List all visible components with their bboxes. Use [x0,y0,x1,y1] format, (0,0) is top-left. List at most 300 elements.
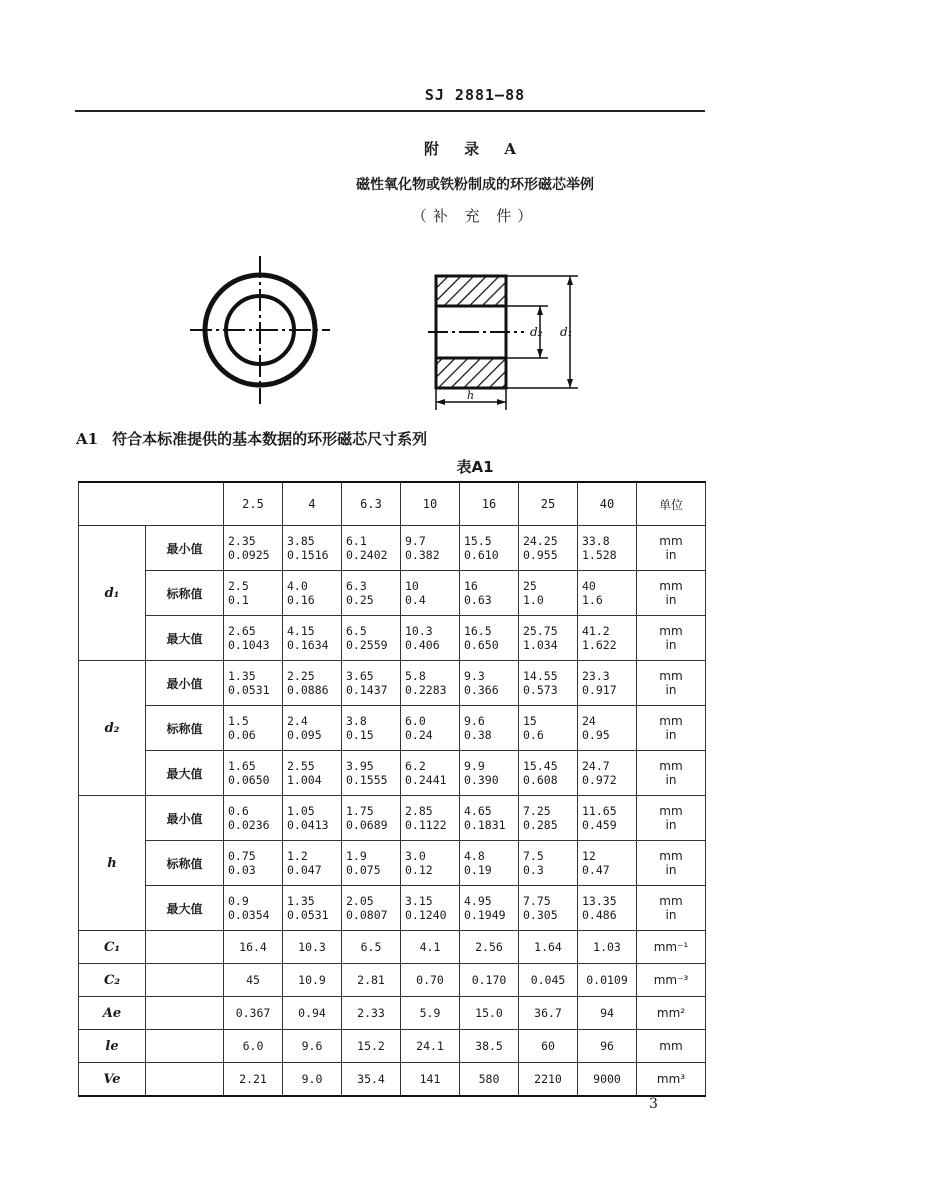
unit-cell [637,796,706,841]
value-cell [401,661,460,706]
unit-in: in [665,593,677,607]
value-mm: 1.65 [228,759,256,773]
value-mm: 2.35 [228,534,256,548]
value-mm: 1.5 [228,714,249,728]
value-cell: 36.7 [519,997,578,1030]
value-mm: 1.05 [287,804,315,818]
value-cell: 60 [519,1030,578,1063]
section-title: 符合本标准提供的基本数据的环形磁芯尺寸系列 [112,430,428,448]
unit-cell [637,616,706,661]
value-mm: 5.8 [405,669,426,683]
value-cell [519,616,578,661]
value-in: 0.972 [582,773,617,787]
value-cell: 15.2 [342,1030,401,1063]
unit-in: in [665,908,677,922]
value-cell [519,841,578,886]
value-in: 0.406 [405,638,440,652]
value-in: 0.2402 [346,548,388,562]
value-in: 0.0650 [228,773,270,787]
unit-in: in [665,638,677,652]
value-cell [283,841,342,886]
table-row [79,1063,706,1097]
value-mm: 2.65 [228,624,256,638]
value-in: 0.0925 [228,548,270,562]
unit-cell [637,841,706,886]
value-in: 0.19 [464,863,492,877]
value-cell [519,796,578,841]
value-mm: 2.4 [287,714,308,728]
unit-header: 单位 [637,482,706,526]
value-in: 0.1831 [464,818,506,832]
value-cell: 1.64 [519,931,578,964]
table-row [79,1030,706,1063]
value-cell: 2210 [519,1063,578,1097]
table-title: 表A1 [456,458,494,476]
column-header: 10 [401,482,460,526]
value-cell [401,571,460,616]
value-in: 0.16 [287,593,315,607]
value-in: 0.15 [346,728,374,742]
table-row [79,571,706,616]
value-in: 1.004 [287,773,322,787]
value-cell: 1.03 [578,931,637,964]
value-cell [578,661,637,706]
value-in: 1.622 [582,638,617,652]
value-mm: 25.75 [523,624,558,638]
unit-in: in [665,863,677,877]
value-cell [460,616,519,661]
value-cell [401,526,460,571]
column-header: 40 [578,482,637,526]
value-mm: 4.0 [287,579,308,593]
value-in: 0.1555 [346,773,388,787]
sub-label: 标称值 [146,706,224,751]
value-cell: 24.1 [401,1030,460,1063]
value-cell [342,571,401,616]
value-mm: 4.15 [287,624,315,638]
unit-mm: mm [659,759,683,773]
param-label: Ae [79,997,146,1030]
value-in: 0.0354 [228,908,270,922]
table-row [79,931,706,964]
unit-cell: mm² [637,997,706,1030]
table-row [79,661,706,706]
label-h: h [467,389,475,402]
value-cell [401,841,460,886]
value-cell: 15.0 [460,997,519,1030]
value-in: 0.650 [464,638,499,652]
value-in: 0.917 [582,683,617,697]
value-cell [401,616,460,661]
param-label: h [79,796,146,931]
value-in: 0.573 [523,683,558,697]
table-row [79,964,706,997]
value-in: 0.0886 [287,683,329,697]
value-mm: 23.3 [582,669,610,683]
value-cell: 96 [578,1030,637,1063]
value-mm: 2.25 [287,669,315,683]
unit-cell [637,526,706,571]
unit-in: in [665,728,677,742]
value-cell [460,571,519,616]
value-cell [224,796,283,841]
value-cell: 0.367 [224,997,283,1030]
value-in: 0.24 [405,728,433,742]
table-row [79,796,706,841]
value-in: 0.382 [405,548,440,562]
value-cell: 10.3 [283,931,342,964]
value-cell [283,571,342,616]
value-in: 0.075 [346,863,381,877]
value-cell [460,841,519,886]
column-header: 25 [519,482,578,526]
value-cell [460,706,519,751]
value-cell [578,796,637,841]
value-cell [578,841,637,886]
value-cell: 0.0109 [578,964,637,997]
value-in: 0.0413 [287,818,329,832]
value-in: 0.610 [464,548,499,562]
sub-label: 标称值 [146,841,224,886]
param-label: d₂ [79,661,146,796]
param-label: d₁ [79,526,146,661]
value-cell: 9.0 [283,1063,342,1097]
value-cell [224,751,283,796]
value-mm: 9.7 [405,534,426,548]
value-cell: 0.045 [519,964,578,997]
value-cell: 2.81 [342,964,401,997]
param-label: C₁ [79,931,146,964]
section-number: A1 [76,430,99,448]
value-in: 0.0689 [346,818,388,832]
value-in: 0.608 [523,773,558,787]
table-header-row [79,482,706,526]
value-in: 0.6 [523,728,544,742]
value-mm: 11.65 [582,804,617,818]
ring-core-section-figure [428,270,588,415]
sub-label: 最小值 [146,661,224,706]
value-in: 1.034 [523,638,558,652]
value-mm: 1.2 [287,849,308,863]
sub-label: 最大值 [146,751,224,796]
value-cell [342,526,401,571]
value-in: 0.095 [287,728,322,742]
value-mm: 2.5 [228,579,249,593]
value-mm: 15 [523,714,537,728]
sub-label: 最大值 [146,616,224,661]
value-mm: 1.35 [228,669,256,683]
value-mm: 4.8 [464,849,485,863]
section-bottom-hatch [436,358,506,388]
value-mm: 40 [582,579,596,593]
value-mm: 15.5 [464,534,492,548]
value-cell: 0.170 [460,964,519,997]
value-cell [578,571,637,616]
value-cell [224,841,283,886]
value-mm: 6.0 [405,714,426,728]
value-cell [460,661,519,706]
value-cell [460,796,519,841]
unit-cell [637,706,706,751]
value-cell [519,751,578,796]
value-in: 0.4 [405,593,426,607]
column-header: 6.3 [342,482,401,526]
appendix-title: 磁性氧化物或铁粉制成的环形磁芯举例 [356,177,594,193]
value-mm: 10 [405,579,419,593]
value-cell: 38.5 [460,1030,519,1063]
value-cell [283,751,342,796]
table-row [79,751,706,796]
value-mm: 3.8 [346,714,367,728]
core-dimensions-table [78,481,706,1097]
value-mm: 3.0 [405,849,426,863]
value-mm: 13.35 [582,894,617,908]
section-heading [76,428,427,449]
value-cell [224,616,283,661]
value-cell [519,571,578,616]
value-in: 1.0 [523,593,544,607]
value-mm: 6.2 [405,759,426,773]
value-mm: 3.85 [287,534,315,548]
value-cell: 35.4 [342,1063,401,1097]
value-mm: 41.2 [582,624,610,638]
value-mm: 9.6 [464,714,485,728]
unit-mm: mm [659,624,683,638]
value-mm: 9.9 [464,759,485,773]
value-cell [578,886,637,931]
value-cell [519,886,578,931]
label-d1: d₁ [560,325,573,339]
page-number: 3 [649,1096,658,1112]
value-in: 0.2441 [405,773,447,787]
value-mm: 3.95 [346,759,374,773]
value-in: 1.6 [582,593,603,607]
value-mm: 0.9 [228,894,249,908]
value-in: 0.2283 [405,683,447,697]
value-in: 0.459 [582,818,617,832]
value-in: 0.390 [464,773,499,787]
value-in: 0.12 [405,863,433,877]
value-mm: 1.35 [287,894,315,908]
value-mm: 2.55 [287,759,315,773]
value-in: 0.0807 [346,908,388,922]
value-cell [342,796,401,841]
value-mm: 10.3 [405,624,433,638]
value-mm: 1.9 [346,849,367,863]
value-mm: 7.5 [523,849,544,863]
section-top-hatch [436,276,506,306]
table-row [79,526,706,571]
value-in: 0.486 [582,908,617,922]
value-cell [401,751,460,796]
value-cell: 4.1 [401,931,460,964]
table-row [79,616,706,661]
value-cell [224,706,283,751]
blank-cell [146,931,224,964]
blank-cell [146,997,224,1030]
value-cell [342,706,401,751]
unit-cell: mm [637,1030,706,1063]
value-cell [342,841,401,886]
value-mm: 1.75 [346,804,374,818]
value-mm: 33.8 [582,534,610,548]
value-in: 0.1516 [287,548,329,562]
standard-code: SJ 2881—88 [424,86,526,104]
value-mm: 7.75 [523,894,551,908]
value-mm: 16 [464,579,478,593]
value-mm: 9.3 [464,669,485,683]
value-in: 0.0531 [287,908,329,922]
unit-in: in [665,773,677,787]
unit-in: in [665,818,677,832]
value-mm: 4.95 [464,894,492,908]
value-cell [342,616,401,661]
value-cell [283,796,342,841]
value-mm: 6.3 [346,579,367,593]
unit-mm: mm [659,894,683,908]
value-in: 0.047 [287,863,322,877]
value-cell [283,526,342,571]
value-mm: 2.85 [405,804,433,818]
sub-label: 最大值 [146,886,224,931]
value-cell [342,751,401,796]
value-cell [224,661,283,706]
blank-cell [146,1030,224,1063]
value-cell [283,706,342,751]
value-cell: 0.70 [401,964,460,997]
value-in: 0.305 [523,908,558,922]
value-cell [342,886,401,931]
value-cell [224,571,283,616]
value-cell [401,796,460,841]
value-in: 0.25 [346,593,374,607]
unit-cell: mm⁻³ [637,964,706,997]
value-cell [519,706,578,751]
value-cell: 94 [578,997,637,1030]
unit-in: in [665,683,677,697]
value-in: 1.528 [582,548,617,562]
value-cell: 2.21 [224,1063,283,1097]
value-in: 0.955 [523,548,558,562]
unit-in: in [665,548,677,562]
value-in: 0.3 [523,863,544,877]
value-in: 0.1122 [405,818,447,832]
table-row [79,886,706,931]
value-in: 0.47 [582,863,610,877]
sub-label: 标称值 [146,571,224,616]
value-cell: 16.4 [224,931,283,964]
label-d2: d₂ [530,325,543,339]
value-mm: 12 [582,849,596,863]
value-cell: 9.6 [283,1030,342,1063]
value-cell: 10.9 [283,964,342,997]
value-cell: 5.9 [401,997,460,1030]
value-cell [578,616,637,661]
value-in: 0.38 [464,728,492,742]
value-mm: 24 [582,714,596,728]
value-mm: 6.5 [346,624,367,638]
value-mm: 0.75 [228,849,256,863]
value-mm: 6.1 [346,534,367,548]
unit-mm: mm [659,714,683,728]
table-row [79,706,706,751]
value-cell: 2.56 [460,931,519,964]
value-in: 0.1634 [287,638,329,652]
value-mm: 3.15 [405,894,433,908]
value-in: 0.1240 [405,908,447,922]
value-in: 0.63 [464,593,492,607]
header-blank-cell [79,482,224,526]
value-cell: 2.33 [342,997,401,1030]
value-in: 0.1437 [346,683,388,697]
unit-mm: mm [659,804,683,818]
value-cell [401,706,460,751]
value-mm: 14.55 [523,669,558,683]
blank-cell [146,1063,224,1097]
unit-mm: mm [659,579,683,593]
value-cell [460,751,519,796]
column-header: 4 [283,482,342,526]
value-cell: 6.5 [342,931,401,964]
value-cell [283,616,342,661]
value-cell [578,706,637,751]
value-in: 0.03 [228,863,256,877]
unit-cell [637,751,706,796]
value-in: 0.366 [464,683,499,697]
value-cell: 141 [401,1063,460,1097]
param-label: le [79,1030,146,1063]
unit-cell [637,661,706,706]
appendix-note: （补 充 件） [411,207,539,225]
param-label: Ve [79,1063,146,1097]
sub-label: 最小值 [146,526,224,571]
column-header: 2.5 [224,482,283,526]
table-row [79,997,706,1030]
value-in: 0.95 [582,728,610,742]
value-cell [283,886,342,931]
unit-mm: mm [659,669,683,683]
param-label: C₂ [79,964,146,997]
unit-cell [637,571,706,616]
unit-cell [637,886,706,931]
header-rule [75,110,705,112]
column-header: 16 [460,482,519,526]
value-mm: 3.65 [346,669,374,683]
value-cell [224,526,283,571]
value-in: 0.1043 [228,638,270,652]
value-in: 0.0236 [228,818,270,832]
value-mm: 24.7 [582,759,610,773]
value-cell: 9000 [578,1063,637,1097]
value-cell [460,526,519,571]
value-cell [578,751,637,796]
value-mm: 0.6 [228,804,249,818]
value-in: 0.2559 [346,638,388,652]
value-in: 0.1949 [464,908,506,922]
sub-label: 最小值 [146,796,224,841]
value-cell [519,526,578,571]
value-in: 0.0531 [228,683,270,697]
value-cell [401,886,460,931]
value-mm: 7.25 [523,804,551,818]
value-in: 0.06 [228,728,256,742]
value-mm: 24.25 [523,534,558,548]
ring-core-plan-figure [190,252,340,412]
unit-mm: mm [659,849,683,863]
value-cell [224,886,283,931]
value-cell: 45 [224,964,283,997]
value-cell: 0.94 [283,997,342,1030]
